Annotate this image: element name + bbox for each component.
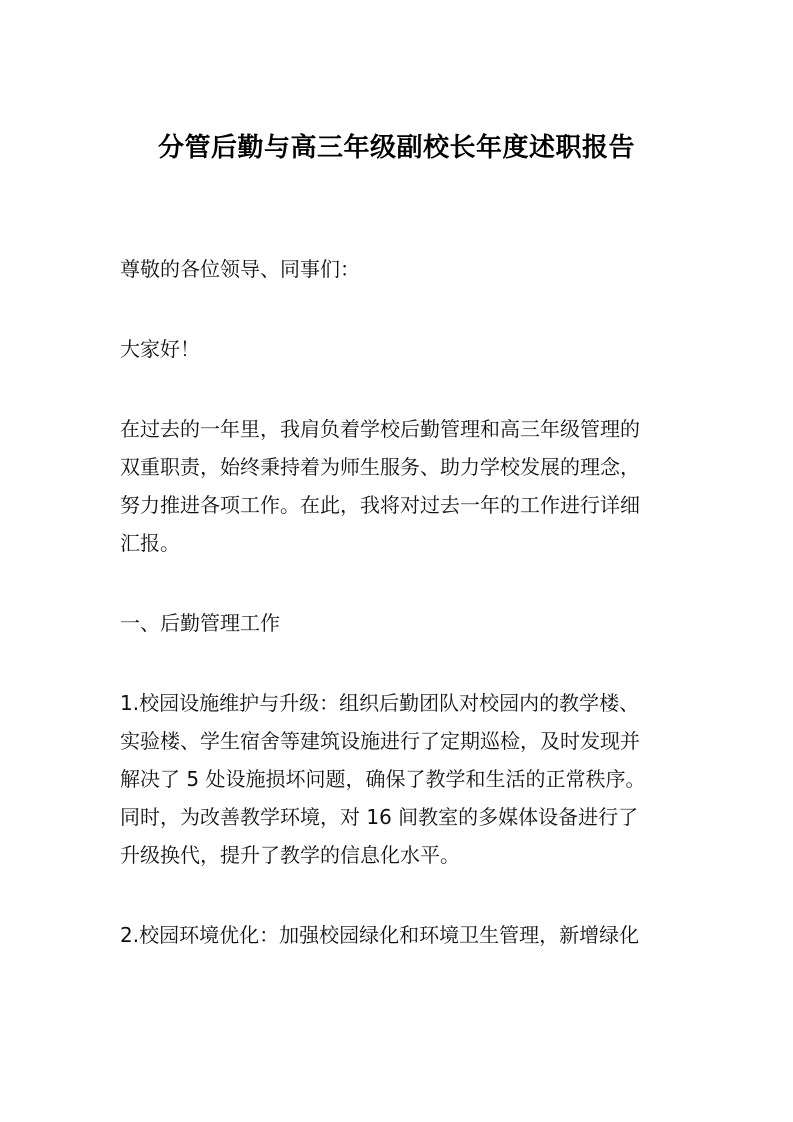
item-facilities-line: 同时，为改善教学环境，对 16 间教室的多媒体设备进行了: [120, 805, 639, 829]
item-environment-paragraph: [120, 916, 680, 954]
document-body: [120, 250, 680, 996]
item-facilities-line: 升级换代，提升了教学的信息化水平。: [120, 843, 460, 867]
item-facilities-line: 实验楼、学生宿舍等建筑设施进行了定期巡检，及时发现并: [120, 729, 640, 753]
item-facilities-line: 1.校园设施维护与升级：组织后勤团队对校园内的教学楼、: [120, 691, 640, 715]
section-heading-logistics: 一、后勤管理工作: [120, 611, 280, 635]
item-facilities-paragraph: [120, 684, 680, 874]
intro-line: 汇报。: [120, 531, 180, 555]
item-facilities-line: 解决了 5 处设施损坏问题，确保了教学和生活的正常秩序。: [120, 767, 646, 791]
greeting: 大家好！: [120, 337, 200, 361]
intro-line: 努力推进各项工作。在此，我将对过去一年的工作进行详细: [120, 493, 640, 517]
intro-line: 双重职责，始终秉持着为师生服务、助力学校发展的理念，: [120, 455, 640, 479]
intro-paragraph: [120, 410, 680, 562]
salutation: 尊敬的各位领导、同事们：: [120, 257, 360, 281]
item-environment-line: 2.校园环境优化：加强校园绿化和环境卫生管理，新增绿化: [120, 923, 640, 947]
document-title: 分管后勤与高三年级副校长年度述职报告: [157, 133, 635, 163]
intro-line: 在过去的一年里，我肩负着学校后勤管理和高三年级管理的: [120, 417, 640, 441]
